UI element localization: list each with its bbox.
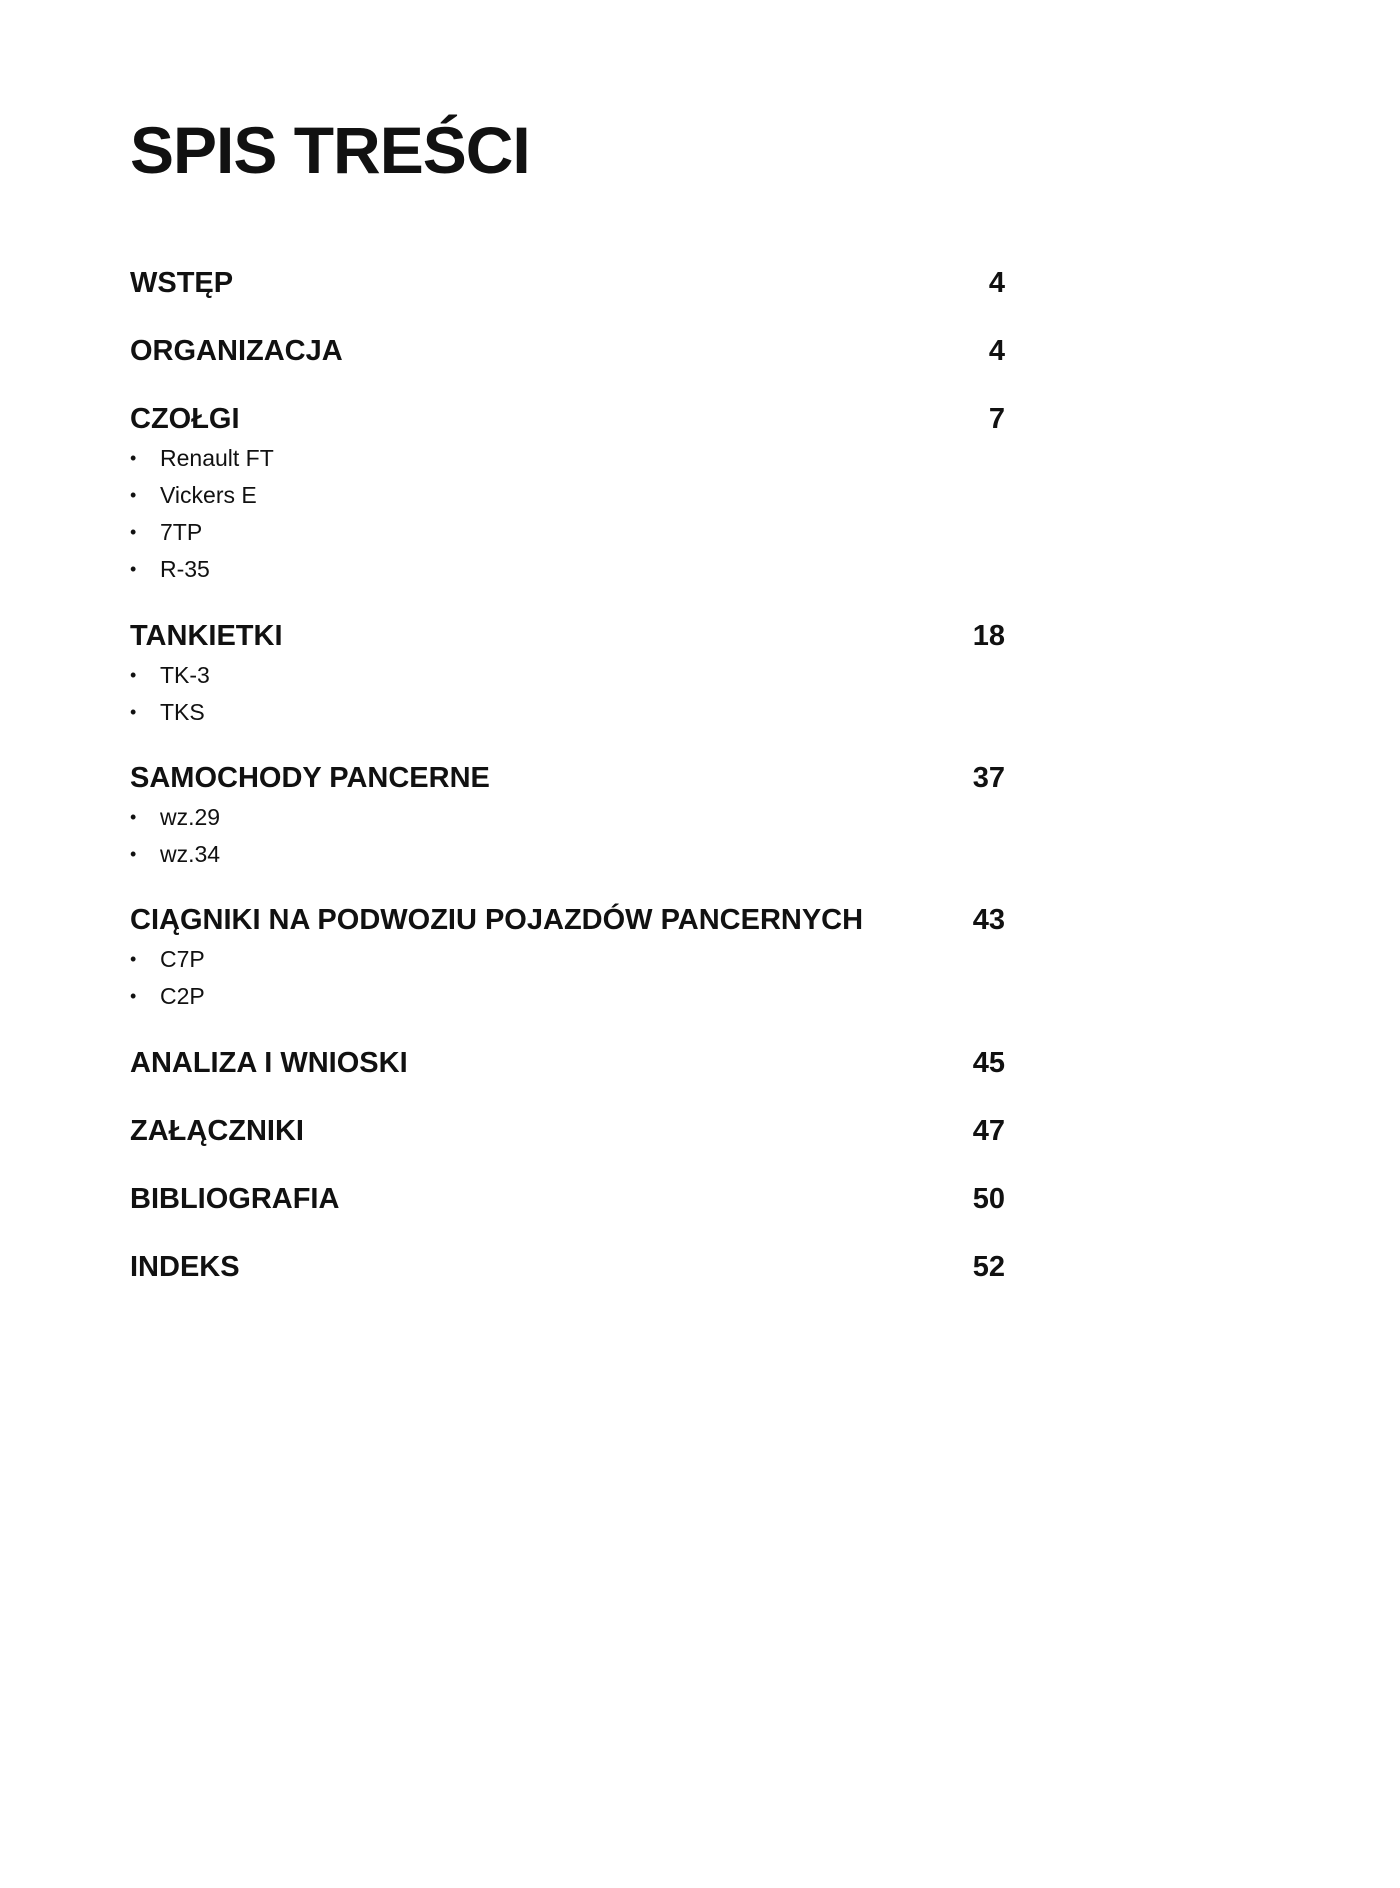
toc-entry-page: 45 bbox=[972, 1046, 1005, 1079]
toc-subitem-label: Renault FT bbox=[160, 445, 274, 471]
toc-subitems bbox=[130, 799, 1005, 873]
toc-subitem-label: wz.29 bbox=[160, 804, 221, 830]
toc-section bbox=[130, 1110, 1005, 1152]
toc-subitem-label: C2P bbox=[160, 983, 205, 1009]
toc-entry-page: 18 bbox=[972, 619, 1005, 652]
toc-subitem[interactable] bbox=[130, 440, 1005, 477]
bullet-icon: • bbox=[130, 986, 137, 1006]
bullet-icon: • bbox=[130, 522, 137, 542]
toc-section bbox=[130, 757, 1005, 873]
toc-subitem-label: TK-3 bbox=[160, 662, 210, 688]
toc-entry[interactable] bbox=[130, 1042, 1005, 1084]
toc-entry[interactable] bbox=[130, 757, 1005, 799]
toc-subitems bbox=[130, 440, 1005, 588]
toc-section bbox=[130, 1178, 1005, 1220]
toc-subitem[interactable] bbox=[130, 941, 1005, 978]
toc-entry-page: 47 bbox=[972, 1114, 1005, 1147]
toc-section bbox=[130, 1246, 1005, 1288]
toc-entry[interactable] bbox=[130, 1110, 1005, 1152]
toc-subitem-label: 7TP bbox=[160, 519, 203, 545]
page-title: SPIS TREŚCI bbox=[130, 113, 530, 187]
toc-entry-title: WSTĘP bbox=[130, 266, 234, 299]
toc-entry-title: CZOŁGI bbox=[130, 402, 240, 435]
toc-entry[interactable] bbox=[130, 1178, 1005, 1220]
toc-subitem-label: wz.34 bbox=[160, 841, 221, 867]
toc-section bbox=[130, 262, 1005, 304]
toc-entry-title: INDEKS bbox=[130, 1250, 240, 1283]
toc-subitem-label: Vickers E bbox=[160, 482, 257, 508]
toc-entry[interactable] bbox=[130, 1246, 1005, 1288]
toc-entry-page: 7 bbox=[988, 402, 1005, 435]
bullet-icon: • bbox=[130, 949, 137, 969]
toc-subitem[interactable] bbox=[130, 978, 1005, 1015]
toc-subitem-label: TKS bbox=[160, 699, 205, 725]
bullet-icon: • bbox=[130, 485, 137, 505]
toc-entry[interactable] bbox=[130, 615, 1005, 657]
toc-entry[interactable] bbox=[130, 330, 1005, 372]
toc-entry-page: 4 bbox=[988, 334, 1005, 367]
toc-entry-page: 52 bbox=[972, 1250, 1005, 1283]
toc-entry-title: ZAŁĄCZNIKI bbox=[130, 1114, 304, 1147]
toc-subitem-label: R-35 bbox=[160, 556, 210, 582]
toc-subitem[interactable] bbox=[130, 514, 1005, 551]
toc-entry-title: CIĄGNIKI NA PODWOZIU POJAZDÓW PANCERNYCH bbox=[130, 903, 864, 936]
toc-entry-page: 50 bbox=[972, 1182, 1005, 1215]
toc-section bbox=[130, 330, 1005, 372]
toc-subitem[interactable] bbox=[130, 477, 1005, 514]
toc-section bbox=[130, 615, 1005, 731]
bullet-icon: • bbox=[130, 702, 137, 722]
toc-entry[interactable] bbox=[130, 899, 1005, 941]
toc-subitem[interactable] bbox=[130, 799, 1005, 836]
toc-entry-title: SAMOCHODY PANCERNE bbox=[130, 761, 490, 794]
toc-entry[interactable] bbox=[130, 398, 1005, 440]
bullet-icon: • bbox=[130, 448, 137, 468]
bullet-icon: • bbox=[130, 844, 137, 864]
toc-entry-title: BIBLIOGRAFIA bbox=[130, 1182, 340, 1215]
toc-entry-page: 43 bbox=[972, 903, 1005, 936]
toc-entry-title: ANALIZA I WNIOSKI bbox=[130, 1046, 408, 1079]
toc-subitem[interactable] bbox=[130, 694, 1005, 731]
toc-subitem[interactable] bbox=[130, 657, 1005, 694]
toc-section bbox=[130, 1042, 1005, 1084]
toc-entry-page: 37 bbox=[972, 761, 1005, 794]
toc-subitem[interactable] bbox=[130, 836, 1005, 873]
bullet-icon: • bbox=[130, 665, 137, 685]
toc-section bbox=[130, 899, 1005, 1015]
toc-subitem[interactable] bbox=[130, 551, 1005, 588]
toc-entry[interactable] bbox=[130, 262, 1005, 304]
toc-section bbox=[130, 398, 1005, 588]
bullet-icon: • bbox=[130, 559, 137, 579]
toc-entry-title: ORGANIZACJA bbox=[130, 334, 343, 367]
toc-entry-title: TANKIETKI bbox=[130, 619, 283, 652]
toc-subitems bbox=[130, 657, 1005, 731]
toc-subitem-label: C7P bbox=[160, 946, 205, 972]
toc-subitems bbox=[130, 941, 1005, 1015]
toc-entry-page: 4 bbox=[988, 266, 1005, 299]
bullet-icon: • bbox=[130, 807, 137, 827]
